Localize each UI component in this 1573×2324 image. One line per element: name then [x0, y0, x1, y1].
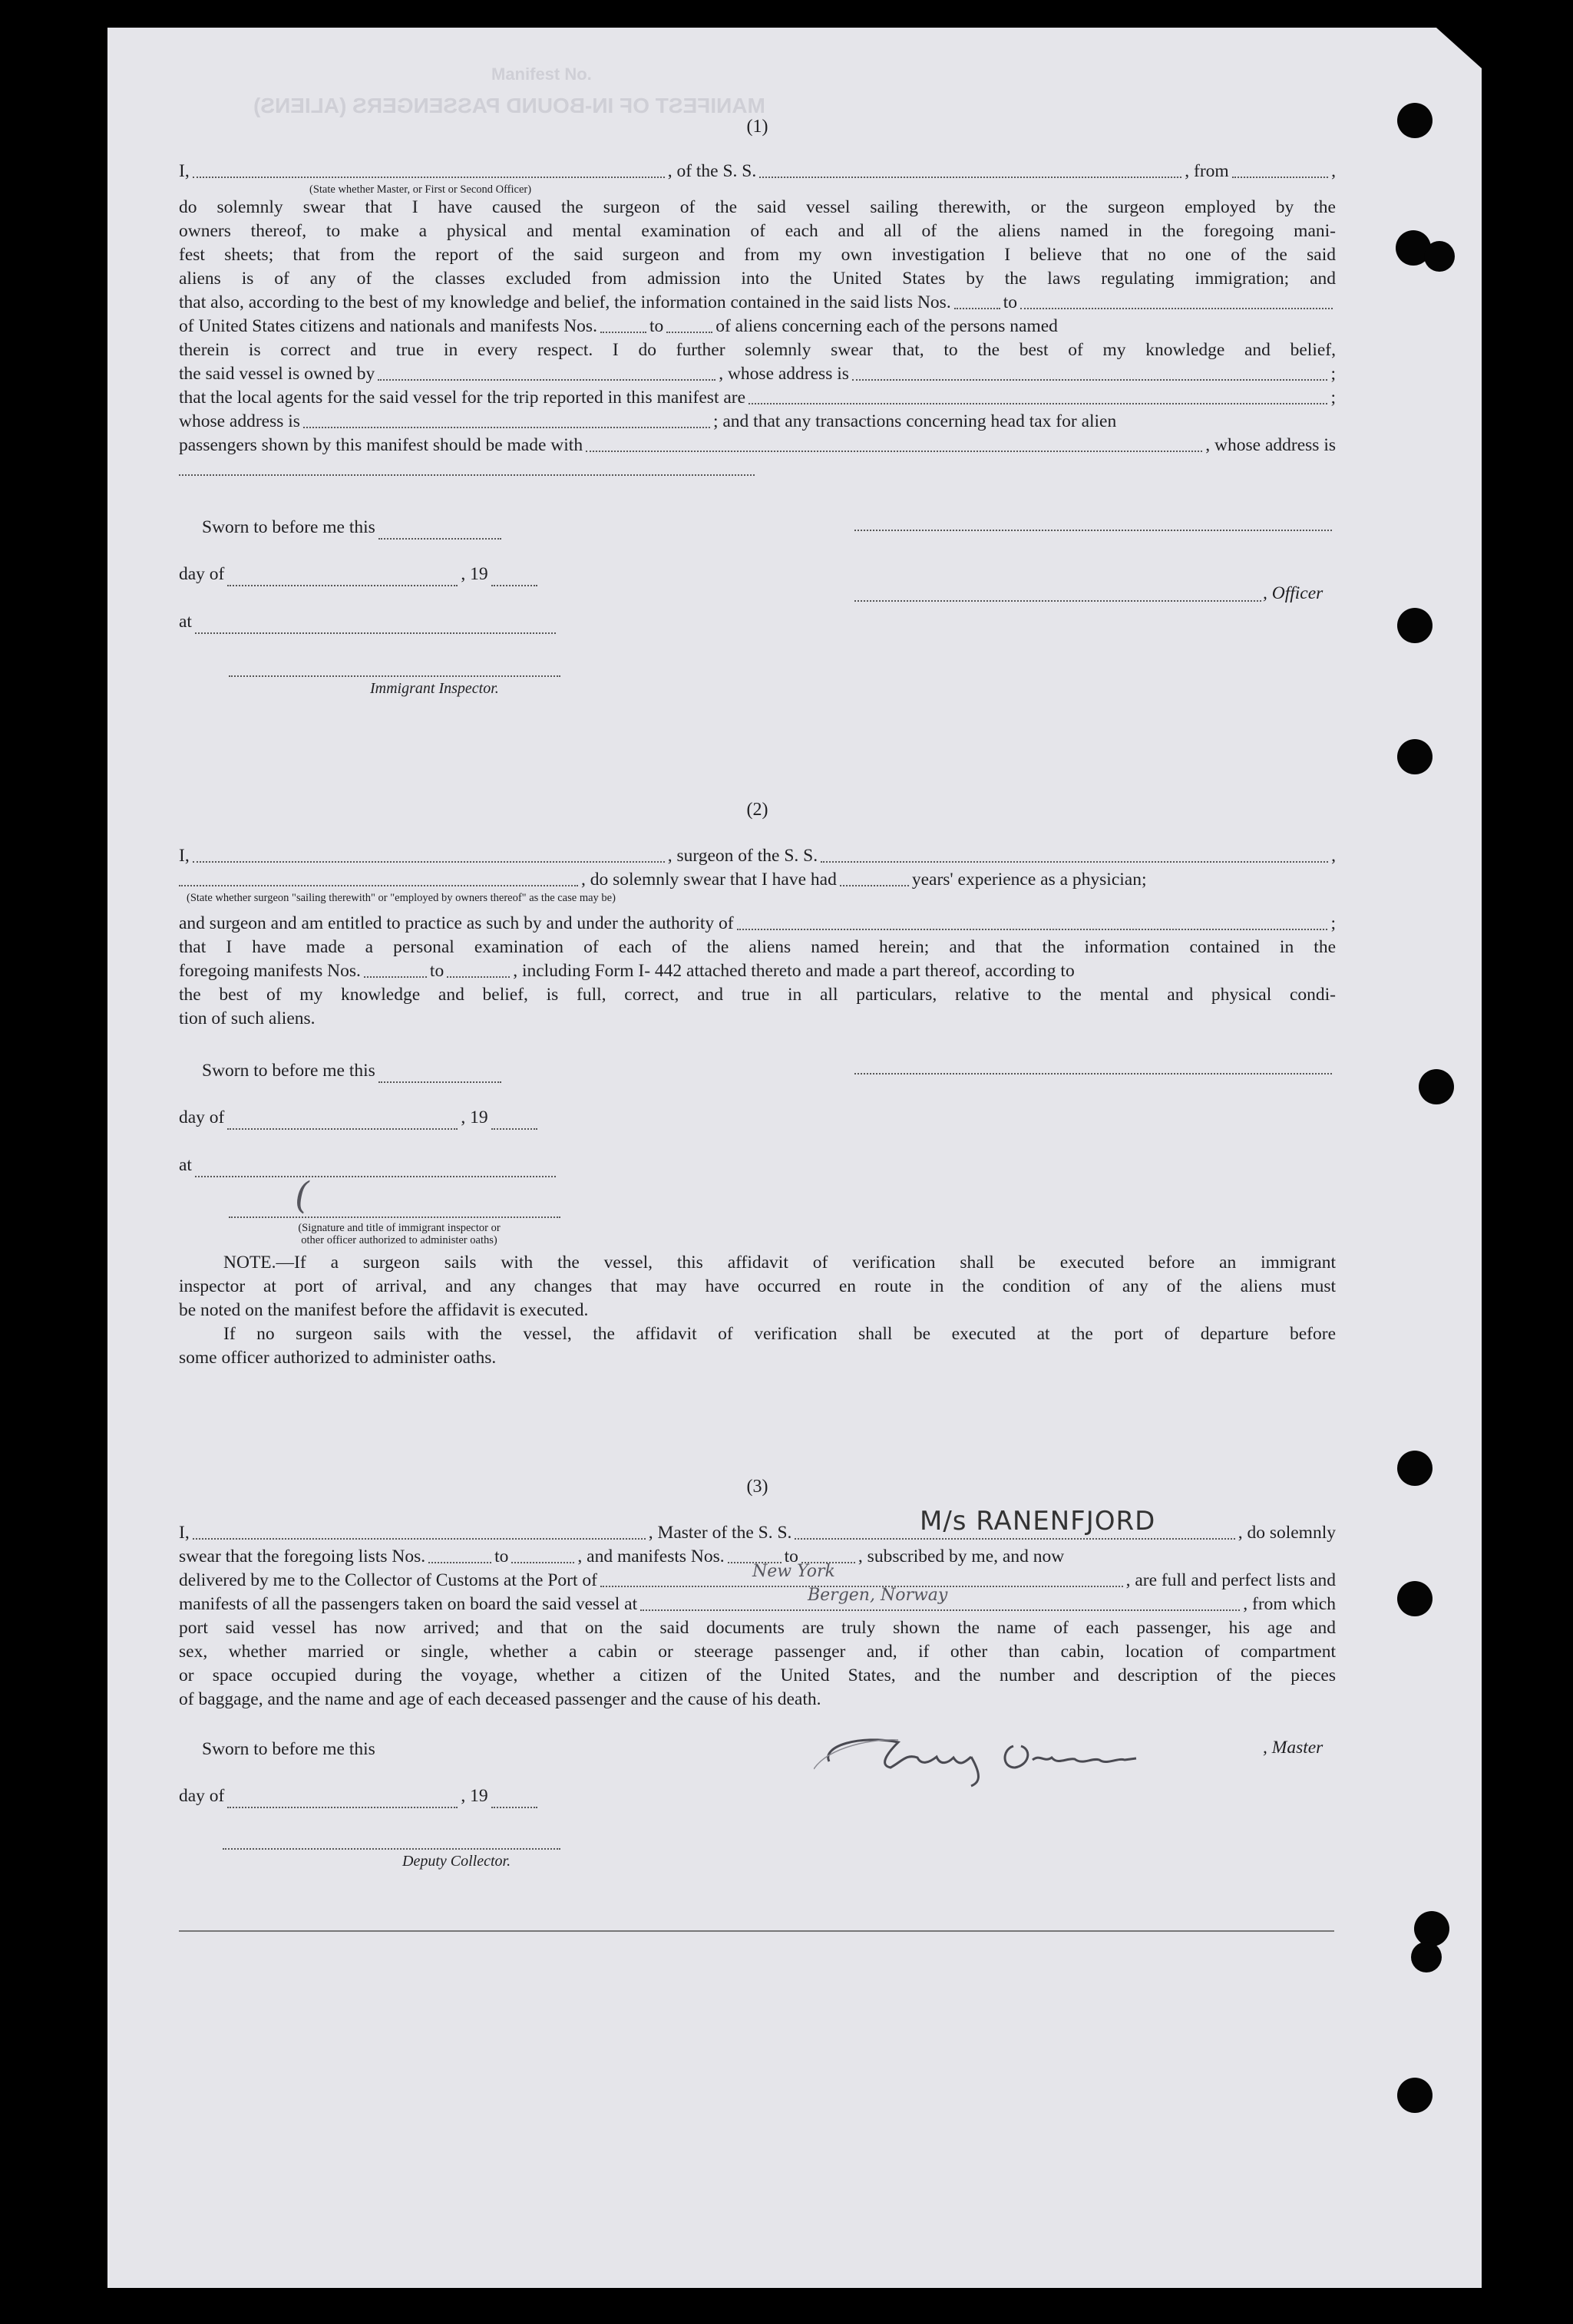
- section-3-oath: I, , Master of the S. S. , do solemnly swear that the foregoing lists Nos. to , and manifests Nos. to , subscribed by me, and now delivered by me to the Collector of Customs at the Port of , are full and perfect lists and manifests of all the passengers taken on board the said vessel at , from which port said vessel has now arrived; and that on the said documents are truly shown the name of each passenger, his age and sex, whether married or single, whether a cabin or steerage passenger and, if other than cabin, location of compartment or space occupied during the voyage, whether a citizen of the United States, and the number and description of the pieces of baggage, and the name and age of each deceased passenger and the cause of his death.: [179, 1523, 1336, 1709]
- section-1-heading: (1): [746, 117, 768, 137]
- section-2-signature-line: [854, 1073, 1332, 1075]
- master-signature: [814, 1723, 1274, 1796]
- section-1-oath: I, , of the S. S. , from , (State whether Master, or First or Second Officer) do solemnly swear that I have caused the surgeon of the said vessel sailing therewith, or the surgeon employed by the owners thereof, to make a physical and mental examination of each and all of the aliens named in the foregoing mani- fest sheets; that from the report of the said surgeon and from my own investigation I believe that no one of the said aliens is of any of the classes excluded from admission into the United States by the laws regulating immigration; and that also, according to the best of my knowledge and belief, the information contained in the said lists Nos. to of United States citizens and nationals and manifests Nos. to of aliens concerning each of the persons named therein is correct and true in every respect. I do further solemnly swear that, to the best of my knowledge and belief, the said vessel is owned by , whose address is ; that the local agents for the said vessel for the trip reported in this manifest are ; whose address is ; and that any transactions concerning head tax for alien passengers shown by this manifest should be made with , whose address is: [179, 160, 1336, 481]
- punch-hole-10: [1411, 1942, 1442, 1972]
- inspector-label: Immigrant Inspector.: [370, 680, 499, 697]
- pen-mark: (: [295, 1174, 309, 1217]
- punch-hole-11: [1397, 2078, 1433, 2113]
- port-handwriting: New York: [752, 1562, 835, 1581]
- section-1-signature-line: [854, 530, 1332, 531]
- punch-hole-6: [1419, 1069, 1454, 1104]
- signature-title-note: (Signature and title of immigrant inspector or other officer authorized to administer oaths): [298, 1222, 501, 1246]
- section-2-jurat: Sworn to before me this day of , 19 at: [179, 1059, 1336, 1177]
- bottom-rule: [179, 1930, 1334, 1932]
- bleed-through-title: MANIFEST OF IN-BOUND PASSENGERS (ALIENS): [253, 94, 765, 117]
- section-2-oath: I, , surgeon of the S. S. , , do solemnly swear that I have had years' experience as a physician ; (State whether surgeon "sailing therewith" or "employed by owners thereof" as the case may be) and surgeon and am entitled to practice as such by and under the authority of ; that I have made a personal examination of each of the aliens named herein; and that the information contained in the foregoing manifests Nos. to , including Form I- 442 attached thereto and made a part thereof, according to the best of my knowledge and belief, is full, correct, and true in all particulars, relative to the mental and physical condi- tion of such aliens.: [179, 846, 1336, 1028]
- section-1-jurat: Sworn to before me this day of , 19 at: [179, 516, 1336, 634]
- vessel-name-stamp: M/s RANENFJORD: [920, 1506, 1156, 1537]
- section-3-jurat: Sworn to before me this day of , 19: [179, 1738, 1336, 1808]
- punch-hole-5: [1397, 739, 1433, 774]
- punch-hole-4: [1397, 608, 1433, 643]
- section-2-inspector-line: [229, 1216, 560, 1218]
- collector-label: Deputy Collector.: [402, 1853, 511, 1870]
- punch-hole-8: [1397, 1581, 1433, 1616]
- punch-hole-1: [1397, 103, 1433, 138]
- bleed-through-manifest-no: Manifest No.: [491, 64, 592, 84]
- surgeon-note: (State whether surgeon "sailing therewith" or "employed by owners thereof" as the case may be): [187, 892, 616, 904]
- officer-label: , Officer: [1263, 583, 1324, 603]
- master-label: , Master: [1263, 1738, 1324, 1758]
- punch-hole-7: [1397, 1451, 1433, 1486]
- section-1-officer-line: [854, 600, 1261, 602]
- punch-hole-3: [1424, 241, 1455, 272]
- departure-handwriting: Bergen, Norway: [808, 1586, 948, 1605]
- officer-note: (State whether Master, or First or Second Officer): [309, 183, 532, 196]
- section-2-heading: (2): [746, 800, 768, 820]
- section-2-note: NOTE.—If a surgeon sails with the vessel, this affidavit of verification shall be executed before an immigrant inspector at port of arrival, and any changes that may have occurred en route in the condition of any of the aliens must be noted on the manifest before the affidavit is executed. If no surgeon sails with the vessel, the affidavit of verification shall be executed at the port of departure before some officer authorized to administer oaths.: [179, 1253, 1336, 1368]
- section-3-heading: (3): [746, 1477, 768, 1497]
- punch-hole-9: [1414, 1911, 1449, 1946]
